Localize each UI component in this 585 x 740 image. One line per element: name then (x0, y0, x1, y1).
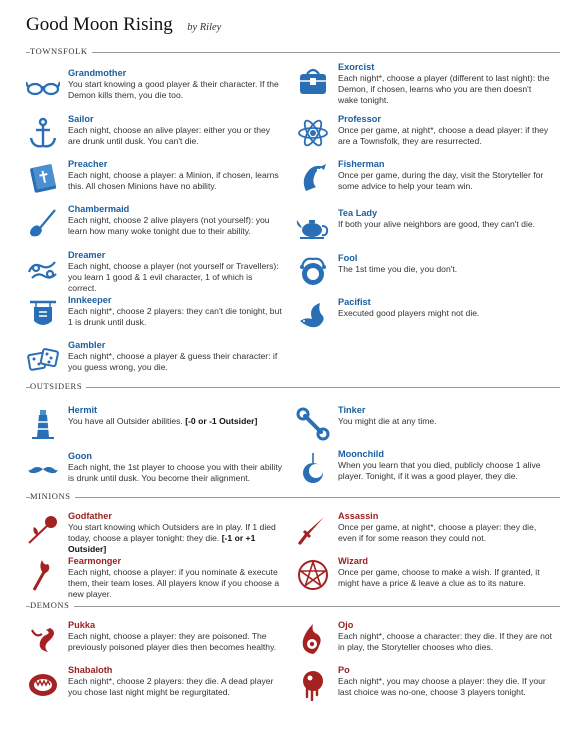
section-label: TOWNSFOLK (30, 46, 92, 56)
dice-icon (26, 342, 60, 376)
pentagram-icon (296, 558, 330, 592)
teapot-icon (296, 210, 330, 244)
role-name: Hermit (68, 405, 98, 415)
script-author: by Riley (187, 22, 222, 33)
role-ability: When you learn that you died, publicly choose 1 alive player. Tonight, if it was a good player, they die. (338, 460, 541, 481)
role-name: Fool (338, 253, 358, 263)
role-name: Exorcist (338, 62, 375, 72)
role-name: Assassin (338, 511, 379, 521)
role-name: Shabaloth (68, 665, 113, 675)
blood-drop-icon (296, 667, 330, 701)
role-name: Fearmonger (68, 556, 122, 566)
role-ability: Each night*, choose a player (different to last night): the Demon, if chosen, learns who you are then doesn't wake tonight. (338, 73, 550, 105)
role-ability: Each night, choose a player (not yourself or Travellers): you learn 1 good & 1 evil character, 1 of which is correct. (68, 261, 279, 293)
section-rule (26, 52, 560, 53)
atom-icon (296, 116, 330, 150)
dove-icon (296, 299, 330, 333)
feather-duster-icon (26, 206, 60, 240)
section-rule (26, 497, 560, 498)
role-ability: Each night*, choose 2 players: they can't die tonight, but 1 is drunk until dusk. (68, 306, 282, 327)
lighthouse-icon (26, 407, 60, 441)
role-name: Sailor (68, 114, 94, 124)
role-name: Innkeeper (68, 295, 112, 305)
moon-pendant-icon (296, 451, 330, 485)
role-ability: Each night, choose a player: a Minion, if chosen, learns this. All chosen Minions have no ability. (68, 170, 279, 191)
section-label: OUTSIDERS (30, 381, 86, 391)
role-name: Grandmother (68, 68, 127, 78)
section-label: MINIONS (30, 491, 75, 501)
dream-swirl-icon (26, 252, 60, 286)
book-icon (26, 161, 60, 195)
torch-icon (26, 558, 60, 592)
role-ability: Executed good players might not die. (338, 308, 480, 318)
section-townsfolk (26, 46, 560, 58)
role-ability: Each night, choose a player: if you nominate & execute them, their team loses. All players know if you choose a new player. (68, 567, 280, 599)
section-outsiders (26, 381, 560, 393)
role-ability: Each night, choose 2 alive players (not yourself): you learn how many woke tonight due to their ability. (68, 215, 270, 236)
ability-text: You start knowing which Outsiders are in play. If 1 died today, choose a player tonight: they die. (68, 522, 276, 543)
role-name: Goon (68, 451, 92, 461)
role-name: Godfather (68, 511, 112, 521)
role-ability: You start knowing a good player & their character. If the Demon kills them, you die too. (68, 79, 279, 100)
role-ability: Each night*, choose 2 players: they die. A dead player you chose last night might be regurgitated. (68, 676, 274, 697)
role-ability: Each night, choose a player: they are poisoned. The previously poisoned player dies then becomes healthy. (68, 631, 277, 652)
role-name: Moonchild (338, 449, 384, 459)
role-ability: Each night*, you may choose a player: they die. If your last choice was no-one, choose 3 players tonight. (338, 676, 546, 697)
section-rule (26, 606, 560, 607)
role-ability: Each night*, choose a player & guess their character: if you guess wrong, you die. (68, 351, 278, 372)
section-minions (26, 491, 560, 503)
snake-icon (26, 622, 60, 656)
role-name: Gambler (68, 340, 106, 350)
section-label: DEMONS (30, 600, 74, 610)
role-ability (68, 522, 283, 555)
script-title: Good Moon Rising (26, 14, 173, 35)
inn-sign-icon (26, 297, 60, 331)
role-name: Pukka (68, 620, 96, 630)
role-name: Ojo (338, 620, 354, 630)
glasses-icon (26, 70, 60, 104)
setup-modifier: [-0 or -1 Outsider] (185, 416, 258, 426)
role-ability: Each night, choose an alive player: either you or they are drunk until dusk. You can't die. (68, 125, 271, 146)
role-name: Chambermaid (68, 204, 130, 214)
role-ability: Each night, the 1st player to choose you with their ability is drunk until dusk. You become their alignment. (68, 462, 283, 483)
role-ability: The 1st time you die, you don't. (338, 264, 458, 274)
role-ability: Once per game, at night*, choose a dead player: if they are a Townsfolk, they are resurrected. (338, 125, 549, 146)
anchor-icon (26, 116, 60, 150)
role-ability: Once per game, at night*, choose a player: they die, even if for some reason they could not. (338, 522, 537, 543)
fish-icon (296, 161, 330, 195)
role-name: Fisherman (338, 159, 385, 169)
script-header (26, 14, 221, 36)
role-name: Dreamer (68, 250, 106, 260)
flame-eye-icon (296, 622, 330, 656)
setup-modifier: [-1 or +1 Outsider] (68, 533, 256, 554)
role-ability (68, 416, 283, 427)
role-name: Tea Lady (338, 208, 378, 218)
role-ability: If both your alive neighbors are good, they can't die. (338, 219, 536, 229)
section-demons (26, 600, 560, 612)
section-rule (26, 387, 560, 388)
role-name: Po (338, 665, 350, 675)
role-ability: You might die at any time. (338, 416, 437, 426)
role-name: Professor (338, 114, 381, 124)
ability-text: You have all Outsider abilities. (68, 416, 183, 426)
chest-icon (296, 64, 330, 98)
role-ability: Once per game, choose to make a wish. If granted, it might have a price & leave a clue as to its nature. (338, 567, 540, 588)
dagger-icon (296, 513, 330, 547)
rose-icon (26, 513, 60, 547)
role-name: Wizard (338, 556, 369, 566)
jester-icon (296, 255, 330, 289)
wrench-icon (296, 407, 330, 441)
role-ability: Once per game, during the day, visit the Storyteller for some advice to help your team win. (338, 170, 544, 191)
role-ability: Each night*, choose a character: they die. If they are not in play, the Storyteller chooses who dies. (338, 631, 553, 652)
role-name: Preacher (68, 159, 108, 169)
mouth-icon (26, 667, 60, 701)
mustache-icon (26, 453, 60, 487)
role-name: Pacifist (338, 297, 371, 307)
role-name: Tinker (338, 405, 366, 415)
